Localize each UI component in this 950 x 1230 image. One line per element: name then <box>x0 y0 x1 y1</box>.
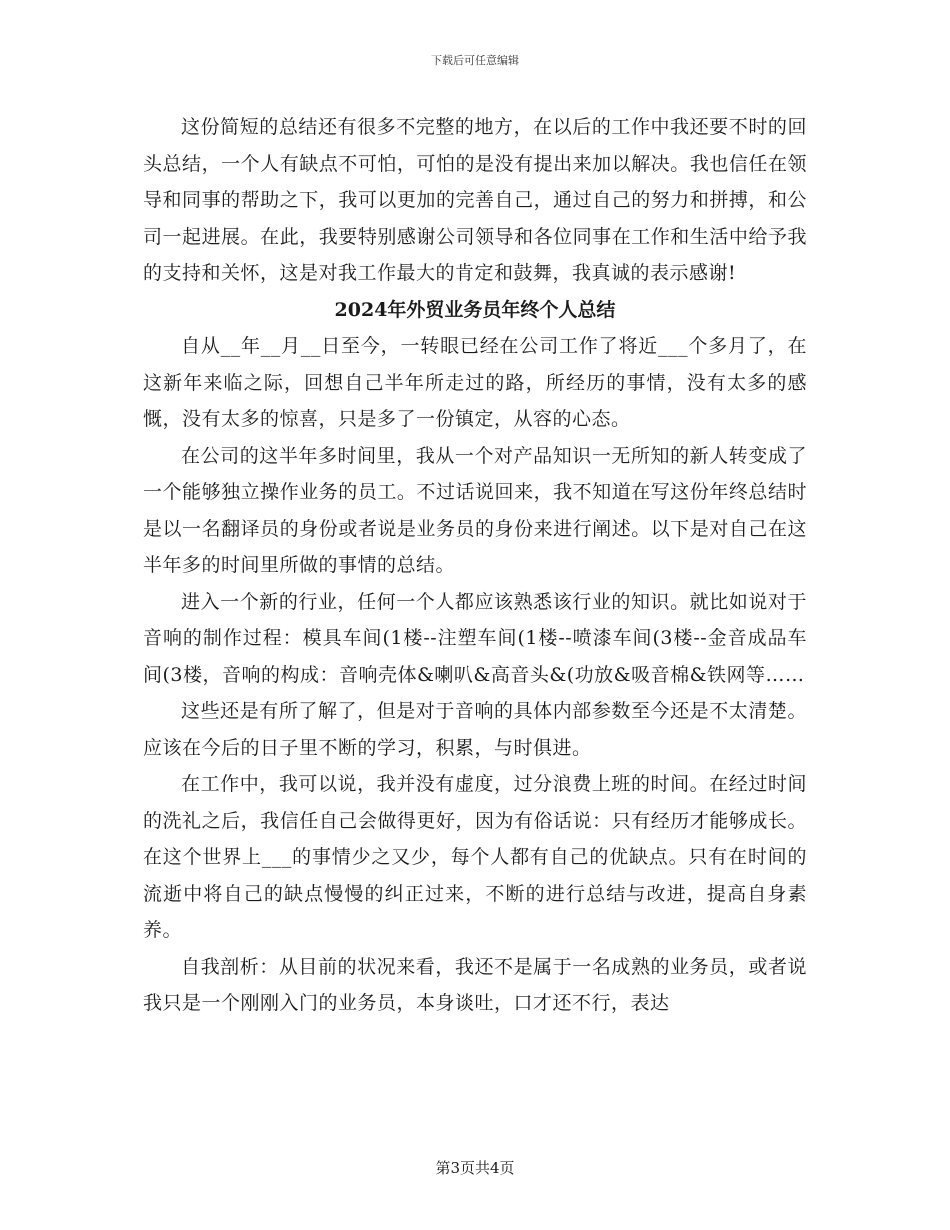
paragraph-intro: 自从__年__月__日至今，一转眼已经在公司工作了将近___个多月了，在这新年来临之际，回想自己半年所走过的路，所经历的事情，没有太多的感慨，没有太多的惊喜，只是多了一份镇定，从容的心态。 <box>143 335 807 430</box>
document-body <box>143 109 807 1022</box>
section-title: 2024年外贸业务员年终个人总结 <box>334 298 616 321</box>
paragraph-learning: 这些还是有所了解了，但是对于音响的具体内部参数至今还是不太清楚。应该在今后的日子里不断的学习，积累，与时俱进。 <box>143 700 807 759</box>
paragraph-closing-remarks: 这份简短的总结还有很多不完整的地方，在以后的工作中我还要不时的回头总结，一个人有缺点不可怕，可怕的是没有提出来加以解决。我也信任在领导和同事的帮助之下，我可以更加的完善自己，通过自己的努力和拼搏，和公司一起进展。在此，我要特别感谢公司领导和各位同事在工作和生活中给予我的支持和关怀，这是对我工作最大的肯定和鼓舞，我真诚的表示感谢! <box>143 116 807 284</box>
page-footer: 第3页共4页 <box>435 1159 515 1177</box>
paragraph-industry-knowledge: 进入一个新的行业，任何一个人都应该熟悉该行业的知识。就比如说对于音响的制作过程：模具车间(1楼--注塑车间(1楼--喷漆车间(3楼--金音成品车间(3楼，音响的构成：音响壳体&喇叭&高音头&(功放&吸音棉&铁网等…… <box>143 590 807 686</box>
paragraph-growth: 在公司的这半年多时间里，我从一个对产品知识一无所知的新人转变成了一个能够独立操作业务的员工。不过话说回来，我不知道在写这份年终总结时是以一名翻译员的身份或者说是业务员的身份来进行阐述。以下是对自己在这半年多的时间里所做的事情的总结。 <box>143 444 807 576</box>
page-header: 下载后可任意编辑 <box>431 54 519 67</box>
paragraph-self-analysis: 自我剖析：从目前的状况来看，我还不是属于一名成熟的业务员，或者说我只是一个刚刚入门的业务员，本身谈吐，口才还不行，表达 <box>143 955 807 1014</box>
paragraph-work-attitude: 在工作中，我可以说，我并没有虚度，过分浪费上班的时间。在经过时间的洗礼之后，我信任自己会做得更好，因为有俗话说：只有经历才能够成长。在这个世界上___的事情少之又少，每个人都有自己的优缺点。只有在时间的流逝中将自己的缺点慢慢的纠正过来，不断的进行总结与改进，提高自身素养。 <box>143 773 807 941</box>
